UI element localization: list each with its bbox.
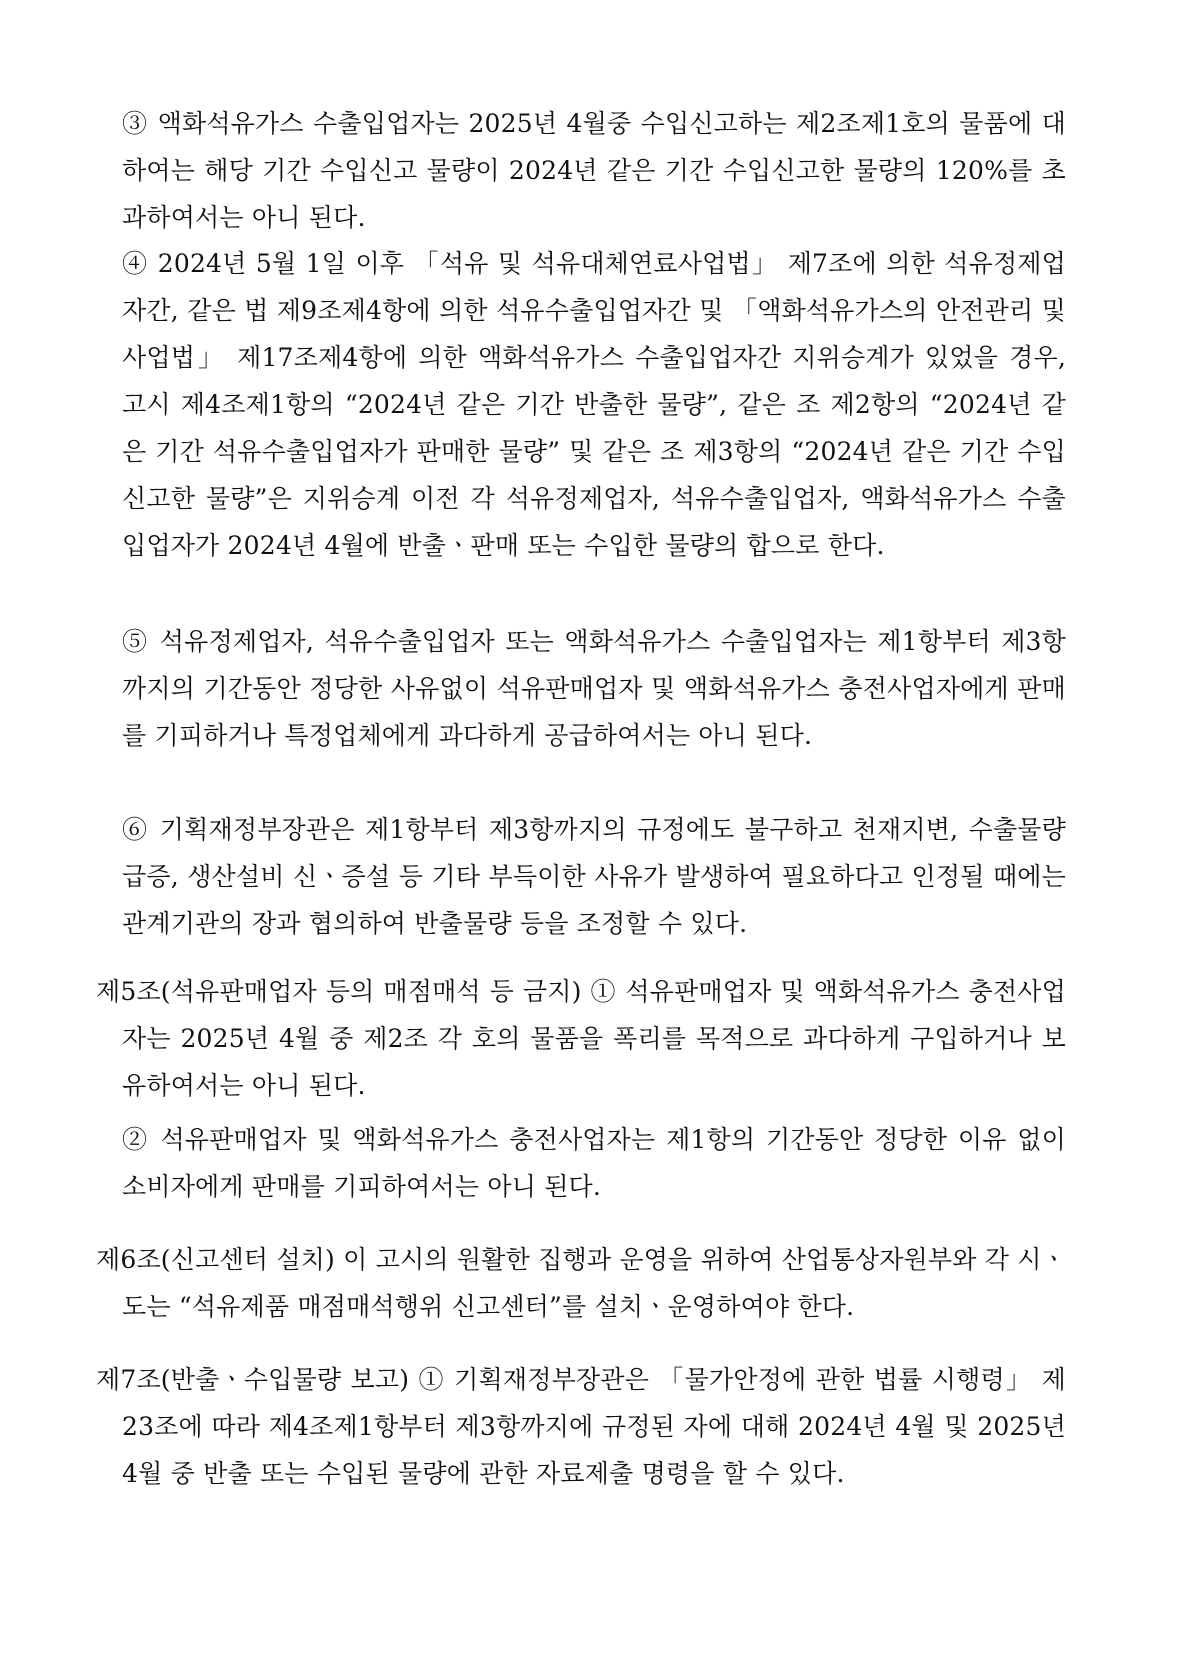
article-4-paragraph-5: ⑤ 석유정제업자, 석유수출입업자 또는 액화석유가스 수출입업자는 제1항부터 제3항까지의 기간동안 정당한 사유없이 석유판매업자 및 액화석유가스 충전사업자에게 판매를 기피하거나 특정업체에게 과다하게 공급하여서는 아니 된다.: [122, 627, 1066, 750]
article-5-paragraph-2: ② 석유판매업자 및 액화석유가스 충전사업자는 제1항의 기간동안 정당한 이유 없이 소비자에게 판매를 기피하여서는 아니 된다.: [122, 1125, 1066, 1201]
article-4-paragraph-4: ④ 2024년 5월 1일 이후 「석유 및 석유대체연료사업법」 제7조에 의한 석유정제업자간, 같은 법 제9조제4항에 의한 석유수출입업자간 및 「액화석유가스의 안전관리 및 사업법」 제17조제4항에 의한 액화석유가스 수출입업자간 지위승계가 있었을 경우, 고시 제4조제1항의 “2024년 같은 기간 반출한 물량”, 같은 조 제2항의 “2024년 같은 기간 석유수출입업자가 판매한 물량” 및 같은 조 제3항의 “2024년 같은 기간 수입신고한 물량”은 지위승계 이전 각 석유정제업자, 석유수출입업자, 액화석유가스 수출입업자가 2024년 4월에 반출ㆍ판매 또는 수입한 물량의 합으로 한다.: [122, 249, 1066, 560]
article-4-paragraph-3: ③ 액화석유가스 수출입업자는 2025년 4월중 수입신고하는 제2조제1호의 물품에 대하여는 해당 기간 수입신고 물량이 2024년 같은 기간 수입신고한 물량의 120%를 초과하여서는 아니 된다.: [122, 109, 1066, 232]
article-4-paragraph-6: ⑥ 기획재정부장관은 제1항부터 제3항까지의 규정에도 불구하고 천재지변, 수출물량 급증, 생산설비 신ㆍ증설 등 기타 부득이한 사유가 발생하여 필요하다고 인정될 때에는 관계기관의 장과 협의하여 반출물량 등을 조정할 수 있다.: [122, 815, 1066, 938]
article-6: 제6조(신고센터 설치) 이 고시의 원활한 집행과 운영을 위하여 산업통상자원부와 각 시ㆍ도는 “석유제품 매점매석행위 신고센터”를 설치ㆍ운영하여야 한다.: [96, 1245, 1066, 1321]
article-5-paragraph-1: 제5조(석유판매업자 등의 매점매석 등 금지) ① 석유판매업자 및 액화석유가스 충전사업자는 2025년 4월 중 제2조 각 호의 물품을 폭리를 목적으로 과다하게 구입하거나 보유하여서는 아니 된다.: [96, 977, 1066, 1100]
article-7-paragraph-1: 제7조(반출ㆍ수입물량 보고) ① 기획재정부장관은 「물가안정에 관한 법률 시행령」 제23조에 따라 제4조제1항부터 제3항까지에 규정된 자에 대해 2024년 4월 및 2025년 4월 중 반출 또는 수입된 물량에 관한 자료제출 명령을 할 수 있다.: [96, 1365, 1066, 1488]
